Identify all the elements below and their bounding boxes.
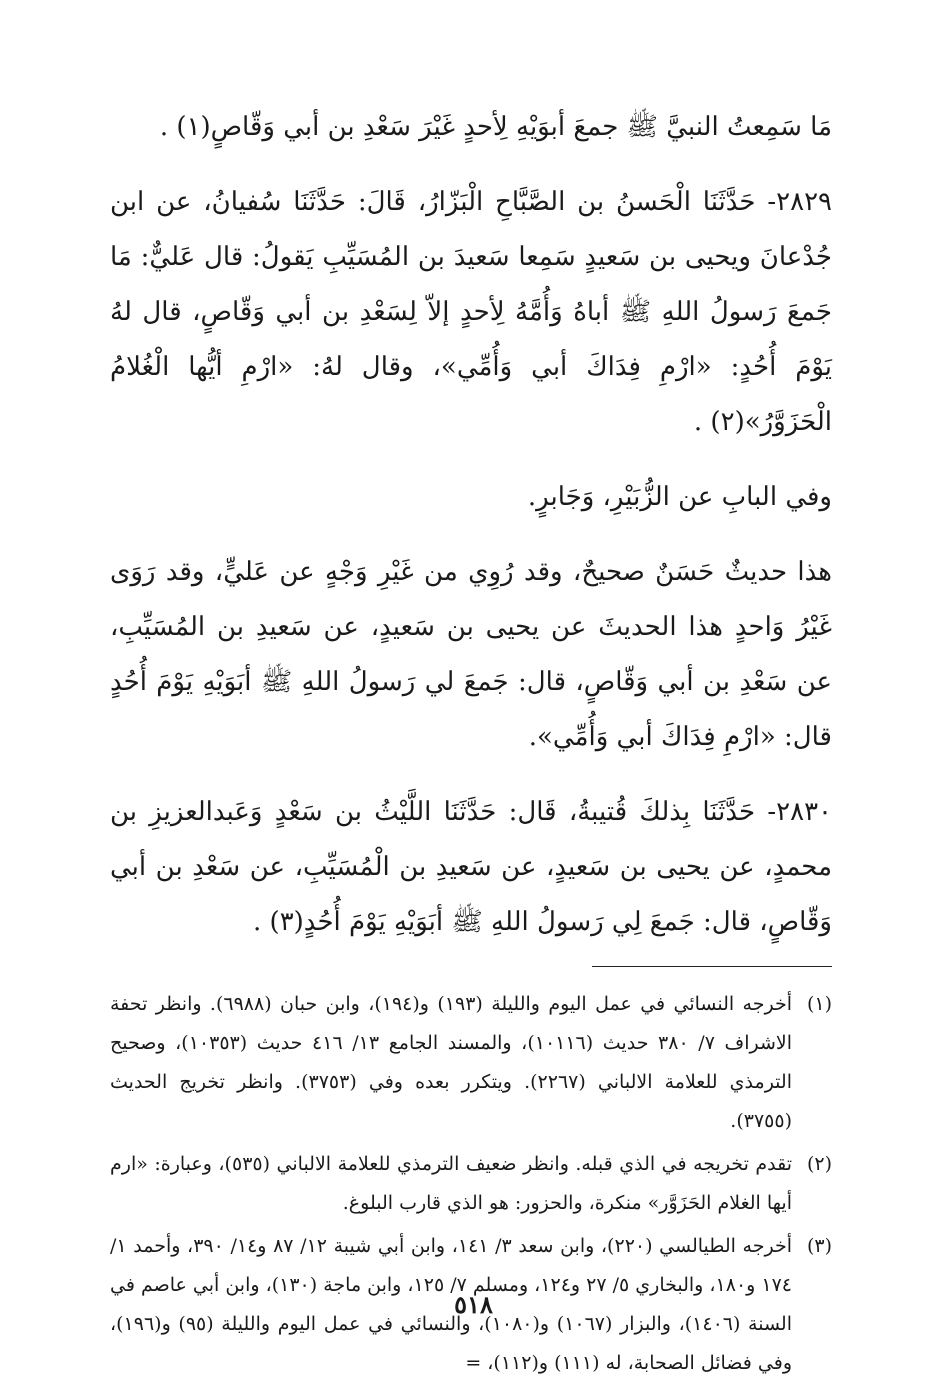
footnote-text: أخرجه الطيالسي (٢٢٠)، وابن سعد ٣/ ١٤١، وابن أبي شيبة ١٢/ ٨٧ و١٤/ ٣٩٠، وأحمد ١/ ١٧٤ و١٨٠، والبخاري ٥/ ٢٧ و١٢٤، ومسلم ٧/ ١٢٥، وابن ماجة (١٣٠)، وابن أبي عاصم في السنة (١٤٠٦)، والبزار (١٠٦٧) و(١٠٨٠)، والنسائي في عمل اليوم والليلة (٩٥) و(١٩٦)، وفي فضائل الصحابة، له (١١١) و(١١٢)، = bbox=[110, 1235, 792, 1374]
main-text bbox=[110, 100, 832, 950]
paragraph-hadith-2829: ٢٨٢٩- حَدَّثَنَا الْحَسنُ بن الصَّبَّاحِ الْبَزّارُ، قَالَ: حَدَّثَنَا سُفيانُ، عن ابن جُدْعانَ ويحيى بن سَعيدٍ سَمِعا سَعيدَ بن المُسَيِّبِ يَقولُ: قال عَليٌّ: مَا جَمعَ رَسولُ اللهِ ﷺ أباهُ وَأُمَّهُ لِأحدٍ إلاّ لِسَعْدِ بن أبي وَقّاصٍ، قال لهُ يَوْمَ أُحُدٍ: «ارْمِ فِدَاكَ أبي وَأُمِّي»، وقال لهُ: «ارْمِ أيُّها الْغُلامُ الْحَزَوَّرُ»(٢) . bbox=[110, 187, 832, 437]
paragraph-grading: هذا حديثٌ حَسَنٌ صحيحٌ، وقد رُوِي من غَيْرِ وَجْهٍ عن عَليٍّ، وقد رَوَى غَيْرُ وَاحدٍ هذا الحديثَ عن يحيى بن سَعيدٍ، عن سَعيدِ بن المُسَيِّبِ، عن سَعْدِ بن أبي وَقّاصٍ، قال: جَمعَ لي رَسولُ اللهِ ﷺ أبَوَيْهِ يَوْمَ أُحُدٍ قال: «ارْمِ فِدَاكَ أبي وَأُمِّي». bbox=[110, 557, 832, 752]
paragraph-hadith-2830: ٢٨٣٠- حَدَّثَنَا بِذلكَ قُتيبةُ، قَال: حَدَّثَنَا اللَّيْثُ بن سَعْدٍ وَعَبدالعزيزِ بن محمدٍ، عن يحيى بن سَعيدٍ، عن سَعيدِ بن الْمُسَيِّبِ، عن سَعْدِ بن أبي وَقّاصٍ، قال: جَمعَ لِي رَسولُ اللهِ ﷺ أبَوَيْهِ يَوْمَ أُحُدٍ(٣) . bbox=[110, 797, 832, 937]
footnote-number: (٣) bbox=[806, 1235, 832, 1257]
footnote-text: تقدم تخريجه في الذي قبله. وانظر ضعيف الترمذي للعلامة الالباني (٥٣٥)، وعبارة: «ارم أيها الغلام الحَزَوَّر» منكرة، والحزور: هو الذي قارب البلوغ. bbox=[110, 1153, 792, 1214]
paragraph-chapter-note: وفي البابِ عن الزُّبَيْرِ، وَجَابرٍ. bbox=[527, 482, 832, 512]
footnote-divider bbox=[592, 966, 832, 967]
paragraph-opening: مَا سَمِعتُ النبيَّ ﷺ جمعَ أبوَيْهِ لِأحدٍ غَيْرَ سَعْدِ بن أبي وَقّاصٍ(١) . bbox=[159, 112, 832, 142]
page-number: ٥١٨ bbox=[454, 1290, 493, 1319]
footnotes bbox=[110, 985, 832, 1383]
footnote-number: (٢) bbox=[806, 1153, 832, 1175]
footnote-2 bbox=[110, 1145, 832, 1223]
footnote-1 bbox=[110, 985, 832, 1141]
footnote-number: (١) bbox=[806, 993, 832, 1015]
footnote-text: أخرجه النسائي في عمل اليوم والليلة (١٩٣) و(١٩٤)، وابن حبان (٦٩٨٨). وانظر تحفة الاشراف ٧/ ٣٨٠ حديث (١٠١١٦)، والمسند الجامع ١٣/ ٤١٦ حديث (١٠٣٥٣)، وصحيح الترمذي للعلامة الالباني (٢٢٦٧). ويتكرر بعده وفي (٣٧٥٣). وانظر تخريج الحديث (٣٧٥٥). bbox=[110, 993, 792, 1132]
